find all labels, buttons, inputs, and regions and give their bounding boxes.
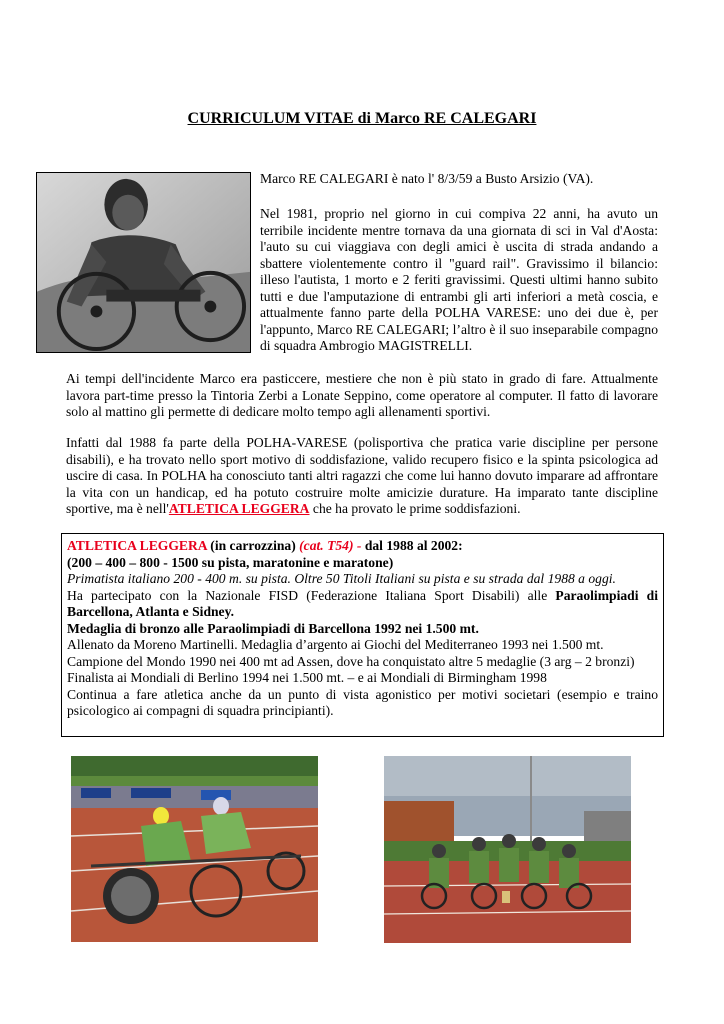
- work-paragraph: Ai tempi dell'incidente Marco era pasticcere, mestiere che non è più stato in grado di fare. Attualmente lavora part-time presso la Tintoria Zerbi a Lonate Seppino, come operatore al computer. Il fatto di lavorare solo al mattino gli permette di dedicare molto tempo agli allenamenti sportivi.: [66, 371, 658, 419]
- race-photo: [71, 756, 318, 942]
- box-mode: (in carrozzina): [206, 538, 300, 553]
- team-photo: [384, 756, 631, 943]
- box-category: (cat. T54) -: [299, 538, 362, 553]
- box-period: dal 1988 al 2002:: [361, 538, 463, 553]
- sport-paragraph: [66, 435, 658, 518]
- box-finalist: Finalista ai Mondiali di Berlino 1994 nei 1.500 mt. – e ai Mondiali di Birmingham 1998: [67, 670, 547, 685]
- athletics-achievements-box: [61, 533, 664, 737]
- box-heading: [67, 538, 658, 555]
- sport-paragraph-text: Infatti dal 1988 fa parte della POLHA-VARESE (polisportiva che pratica varie discipline per persone disabili), e ha trovato nello sport motivo di soddisfazione, valido recupero fisico e la spinta psicologica ad uscire di casa. In POLHA ha conosciuto tanti altri ragazzi che come lui hanno dovuto imparare ad affrontare la vita con un handicap, ed ha potuto costruire molte amicizie durature. Ha imparato tante discipline sportive, ma è nell': [66, 435, 658, 516]
- box-sport: ATLETICA LEGGERA: [67, 538, 207, 553]
- box-bronze-medal: Medaglia di bronzo alle Paraolimpiadi di Barcellona 1992 nei 1.500 mt.: [67, 620, 479, 636]
- box-record: Primatista italiano 200 - 400 m. su pista. Oltre 50 Titoli Italiani su pista e su strada dal 1988 a oggi.: [67, 571, 616, 586]
- box-coach: Allenato da Moreno Martinelli. Medaglia d’argento ai Giochi del Mediterraneo 1993 nei 1.500 mt.: [67, 637, 604, 652]
- box-world-champion: Campione del Mondo 1990 nei 400 mt ad Assen, dove ha conquistato altre 5 medaglie (3 arg – 2 bronzi): [67, 653, 635, 669]
- birth-info: Marco RE CALEGARI è nato l' 8/3/59 a Busto Arsizio (VA).: [260, 171, 594, 186]
- box-paralympics: [67, 588, 658, 621]
- portrait-photo: [36, 172, 251, 353]
- box-paralympics-games: Paraolimpiadi di Barcellona, Atlanta e Sidney.: [67, 587, 658, 619]
- sport-paragraph-end: che ha provato le prime soddisfazioni.: [309, 501, 521, 516]
- box-paralympics-text: Ha partecipato con la Nazionale FISD (Federazione Italiana Sport Disabili) alle: [67, 587, 556, 603]
- box-continues: Continua a fare atletica anche da un punto di vista agonistico per motivi societari (esempio e traino psicologico ai compagni di squadra principianti).: [67, 686, 658, 718]
- accident-story: Nel 1981, proprio nel giorno in cui compiva 22 anni, ha avuto un terribile incidente mentre tornava da una giornata di sci in Val d'Aosta: l'auto su cui viaggiava con degli amici è uscita di strada andando a sbattere violentemente contro il "guard rail". Gravissimo il bilancio: illeso l'autista, 1 morto e 2 feriti gravissimi. Questi ultimi hanno subito tutti e due l'amputazione di entrambi gli arti inferiori a metà coscia, e attualmente fanno parte della POLHA VARESE: uno dei due è, per l'appunto, Marco RE CALEGARI; l’altro è il suo inseparabile compagno di squadra Ambrogio MAGISTRELLI.: [260, 206, 658, 353]
- athletics-highlight: ATLETICA LEGGERA: [168, 501, 310, 516]
- box-distances: (200 – 400 – 800 - 1500 su pista, maratonine e maratone): [67, 554, 394, 570]
- document-title: CURRICULUM VITAE di Marco RE CALEGARI: [187, 110, 537, 127]
